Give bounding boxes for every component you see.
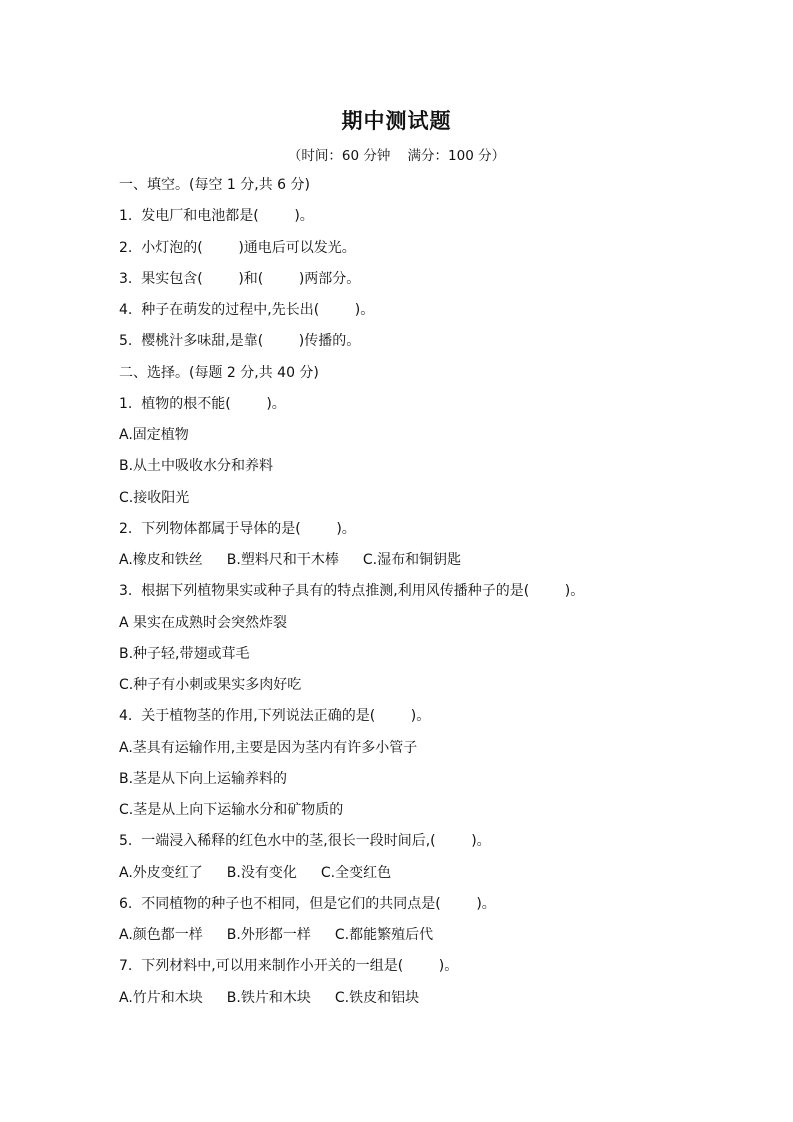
answer-option: C.全变红色 <box>320 864 392 881</box>
answer-option: B.茎是从下向上运输养料的 <box>119 770 288 787</box>
answer-option: B.铁片和木块 <box>226 989 311 1006</box>
answer-option: B.塑料尺和干木棒 <box>226 552 339 568</box>
answer-option: C.种子有小刺或果实多肉好吃 <box>119 677 302 693</box>
answer-option: A.颜色都一样 <box>119 927 203 943</box>
question-stem: 6. 不同植物的种子也不相同，但是它们的共同点是( )。 <box>119 895 496 912</box>
answer-option: C.铁皮和铝块 <box>334 989 420 1006</box>
fill-blank-item: 2. 小灯泡的( )通电后可以发光。 <box>119 239 356 256</box>
answer-option: A 果实在成熟时会突然炸裂 <box>119 614 288 631</box>
question-stem: 3. 根据下列植物果实或种子具有的特点推测,利用风传播种子的是( )。 <box>119 583 585 600</box>
question-stem: 2. 下列物体都属于导体的是( )。 <box>119 520 356 537</box>
page-title: 期中测试题 <box>341 109 452 133</box>
fill-blank-item: 4. 种子在萌发的过程中,先长出( )。 <box>119 302 375 318</box>
option-row <box>119 925 759 956</box>
option-row <box>119 550 759 581</box>
answer-option: A.竹片和木块 <box>119 989 203 1006</box>
fill-blank-item: 1. 发电厂和电池都是( )。 <box>119 208 314 225</box>
answer-option: B.种子轻,带翅或茸毛 <box>119 645 250 662</box>
exam-content <box>119 175 759 1019</box>
answer-option: A.橡皮和铁丝 <box>119 552 203 568</box>
question-stem: 4. 关于植物茎的作用,下列说法正确的是( )。 <box>119 708 431 725</box>
answer-option: B.外形都一样 <box>226 927 311 943</box>
option-row <box>119 863 759 894</box>
answer-option: A.茎具有运输作用,主要是因为茎内有许多小管子 <box>119 739 418 756</box>
question-stem: 7. 下列材料中,可以用来制作小开关的一组是( )。 <box>119 958 459 975</box>
option-row <box>119 988 759 1019</box>
section-heading: 一、填空。(每空 1 分,共 6 分) <box>119 177 310 193</box>
answer-option: A.外皮变红了 <box>119 864 203 881</box>
fill-blank-item: 3. 果实包含( )和( )两部分。 <box>119 270 361 287</box>
answer-option: C.都能繁殖后代 <box>334 927 434 943</box>
exam-info: （时间：60 分钟 满分：100 分） <box>287 148 506 164</box>
answer-option: B.从土中吸收水分和养料 <box>119 458 274 475</box>
question-stem: 1. 植物的根不能( )。 <box>119 395 286 412</box>
question-stem: 5. 一端浸入稀释的红色水中的茎,很长一段时间后,( )。 <box>119 833 491 850</box>
answer-option: C.湿布和铜钥匙 <box>362 552 462 568</box>
answer-option: B.没有变化 <box>226 864 297 881</box>
answer-option: C.茎是从上向下运输水分和矿物质的 <box>119 802 344 818</box>
answer-option: C.接收阳光 <box>119 489 190 506</box>
answer-option: A.固定植物 <box>119 427 189 443</box>
section-heading: 二、选择。(每题 2 分,共 40 分) <box>119 364 319 381</box>
fill-blank-item: 5. 樱桃汁多味甜,是靠( )传播的。 <box>119 333 361 350</box>
